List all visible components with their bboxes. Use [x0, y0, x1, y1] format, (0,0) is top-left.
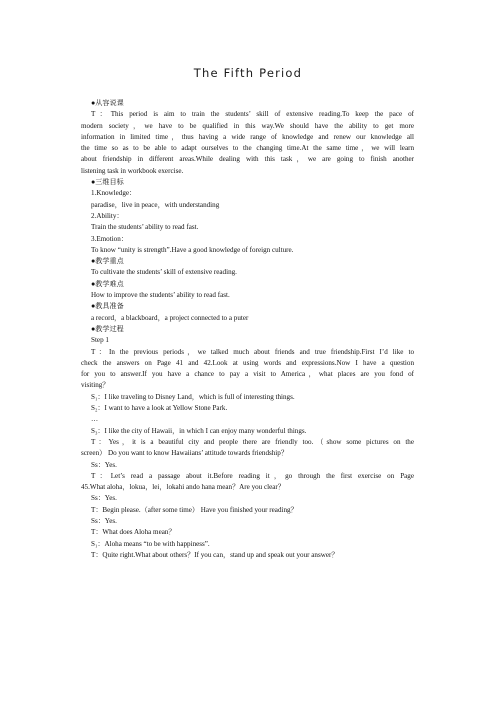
- ability-heading: 2.Ability：: [91, 211, 124, 220]
- page-title: The Fifth Period: [193, 66, 303, 80]
- knowledge-text: paradise，live in peace，with understanding: [91, 200, 220, 209]
- dialogue-line: screen） Do you want to know Hawaiians’ attitude towards friendship？: [81, 449, 288, 458]
- dialogue-line: T：In the previous periods，we talked much about friends and true friendship.First I’d like to: [91, 347, 414, 356]
- difficulties-text: How to improve the students’ ability to read fast.: [91, 291, 230, 300]
- section-heading-difficulties: ●教学难点: [91, 279, 124, 288]
- ability-text: Train the students’ ability to read fast.: [91, 223, 199, 232]
- step-heading: Step 1: [91, 336, 109, 345]
- emotion-heading: 3.Emotion：: [91, 234, 128, 243]
- dialogue-line: Ss：Yes.: [91, 516, 117, 525]
- paragraph-line: about friendship in different areas.While dealing with this task，we are going to finish another: [81, 155, 414, 164]
- key-points-text: To cultivate the students’ skill of extensive reading.: [91, 268, 237, 277]
- knowledge-heading: 1.Knowledge：: [91, 189, 137, 198]
- dialogue-line: Ss：Yes.: [91, 460, 117, 469]
- paragraph-line: T：This period is aim to train the students’ skill of extensive reading.To keep the pace of: [91, 110, 414, 119]
- dialogue-line: S₂：I want to have a look at Yellow Stone Park.: [91, 404, 228, 413]
- tools-text: a record，a blackboard，a project connected to a puter: [91, 313, 249, 322]
- dialogue-line: T：Quite right.What about others？If you can，stand up and speak out your answer？: [91, 550, 339, 559]
- dialogue-line: for you to answer.If you have a chance to pay a visit to America，what places are you fond of: [81, 370, 414, 379]
- dialogue-line: visiting？: [81, 381, 110, 390]
- emotion-text: To know “unity is strength”.Have a good knowledge of foreign culture.: [91, 245, 294, 254]
- section-heading-key-points: ●教学重点: [91, 257, 124, 266]
- dialogue-ellipsis: …: [91, 415, 99, 424]
- section-heading-tools: ●教具准备: [91, 302, 124, 311]
- section-heading-analysis: ●从容说课: [91, 99, 124, 107]
- dialogue-line: Ss：Yes.: [91, 494, 117, 503]
- section-heading-process: ●教学过程: [91, 324, 124, 333]
- paragraph-line: information in limited time，thus having a wide range of knowledge and renew our knowledge all: [81, 132, 414, 141]
- dialogue-line: T：Yes，it is a beautiful city and people there are friendly too.（show some pictures on the: [91, 437, 414, 446]
- dialogue-line: S₁：I like traveling to Disney Land，which is full of interesting things.: [91, 392, 295, 401]
- dialogue-line: S₁：Aloha means “to be with happiness”.: [91, 539, 210, 548]
- dialogue-line: check the answers on Page 41 and 42.Look at using words and expressions.Now I have a question: [81, 358, 414, 367]
- section-heading-goals: ●三维目标: [91, 178, 124, 187]
- dialogue-line: T：What does Aloha mean？: [91, 528, 176, 537]
- dialogue-line: T：Let’s read a passage about it.Before reading it，go through the first exercise on Page: [91, 471, 414, 480]
- dialogue-line: 45.What aloha，lokua，lei，lokahi ando hana mean？Are you clear？: [81, 483, 285, 492]
- paragraph-line: modern society，we have to be qualified in this way.We should have the ability to get more: [81, 121, 414, 130]
- dialogue-line: S₃：I like the city of Hawaii，in which I can enjoy many wonderful things.: [91, 426, 307, 435]
- paragraph-line: the time so as to be able to adapt ourselves to the changing time.At the same time，we will learn: [81, 144, 414, 153]
- dialogue-line: T：Begin please.（after some time） Have you finished your reading？: [91, 505, 298, 514]
- document-body: [81, 98, 414, 561]
- paragraph-line: listening task in workbook exercise.: [81, 166, 184, 175]
